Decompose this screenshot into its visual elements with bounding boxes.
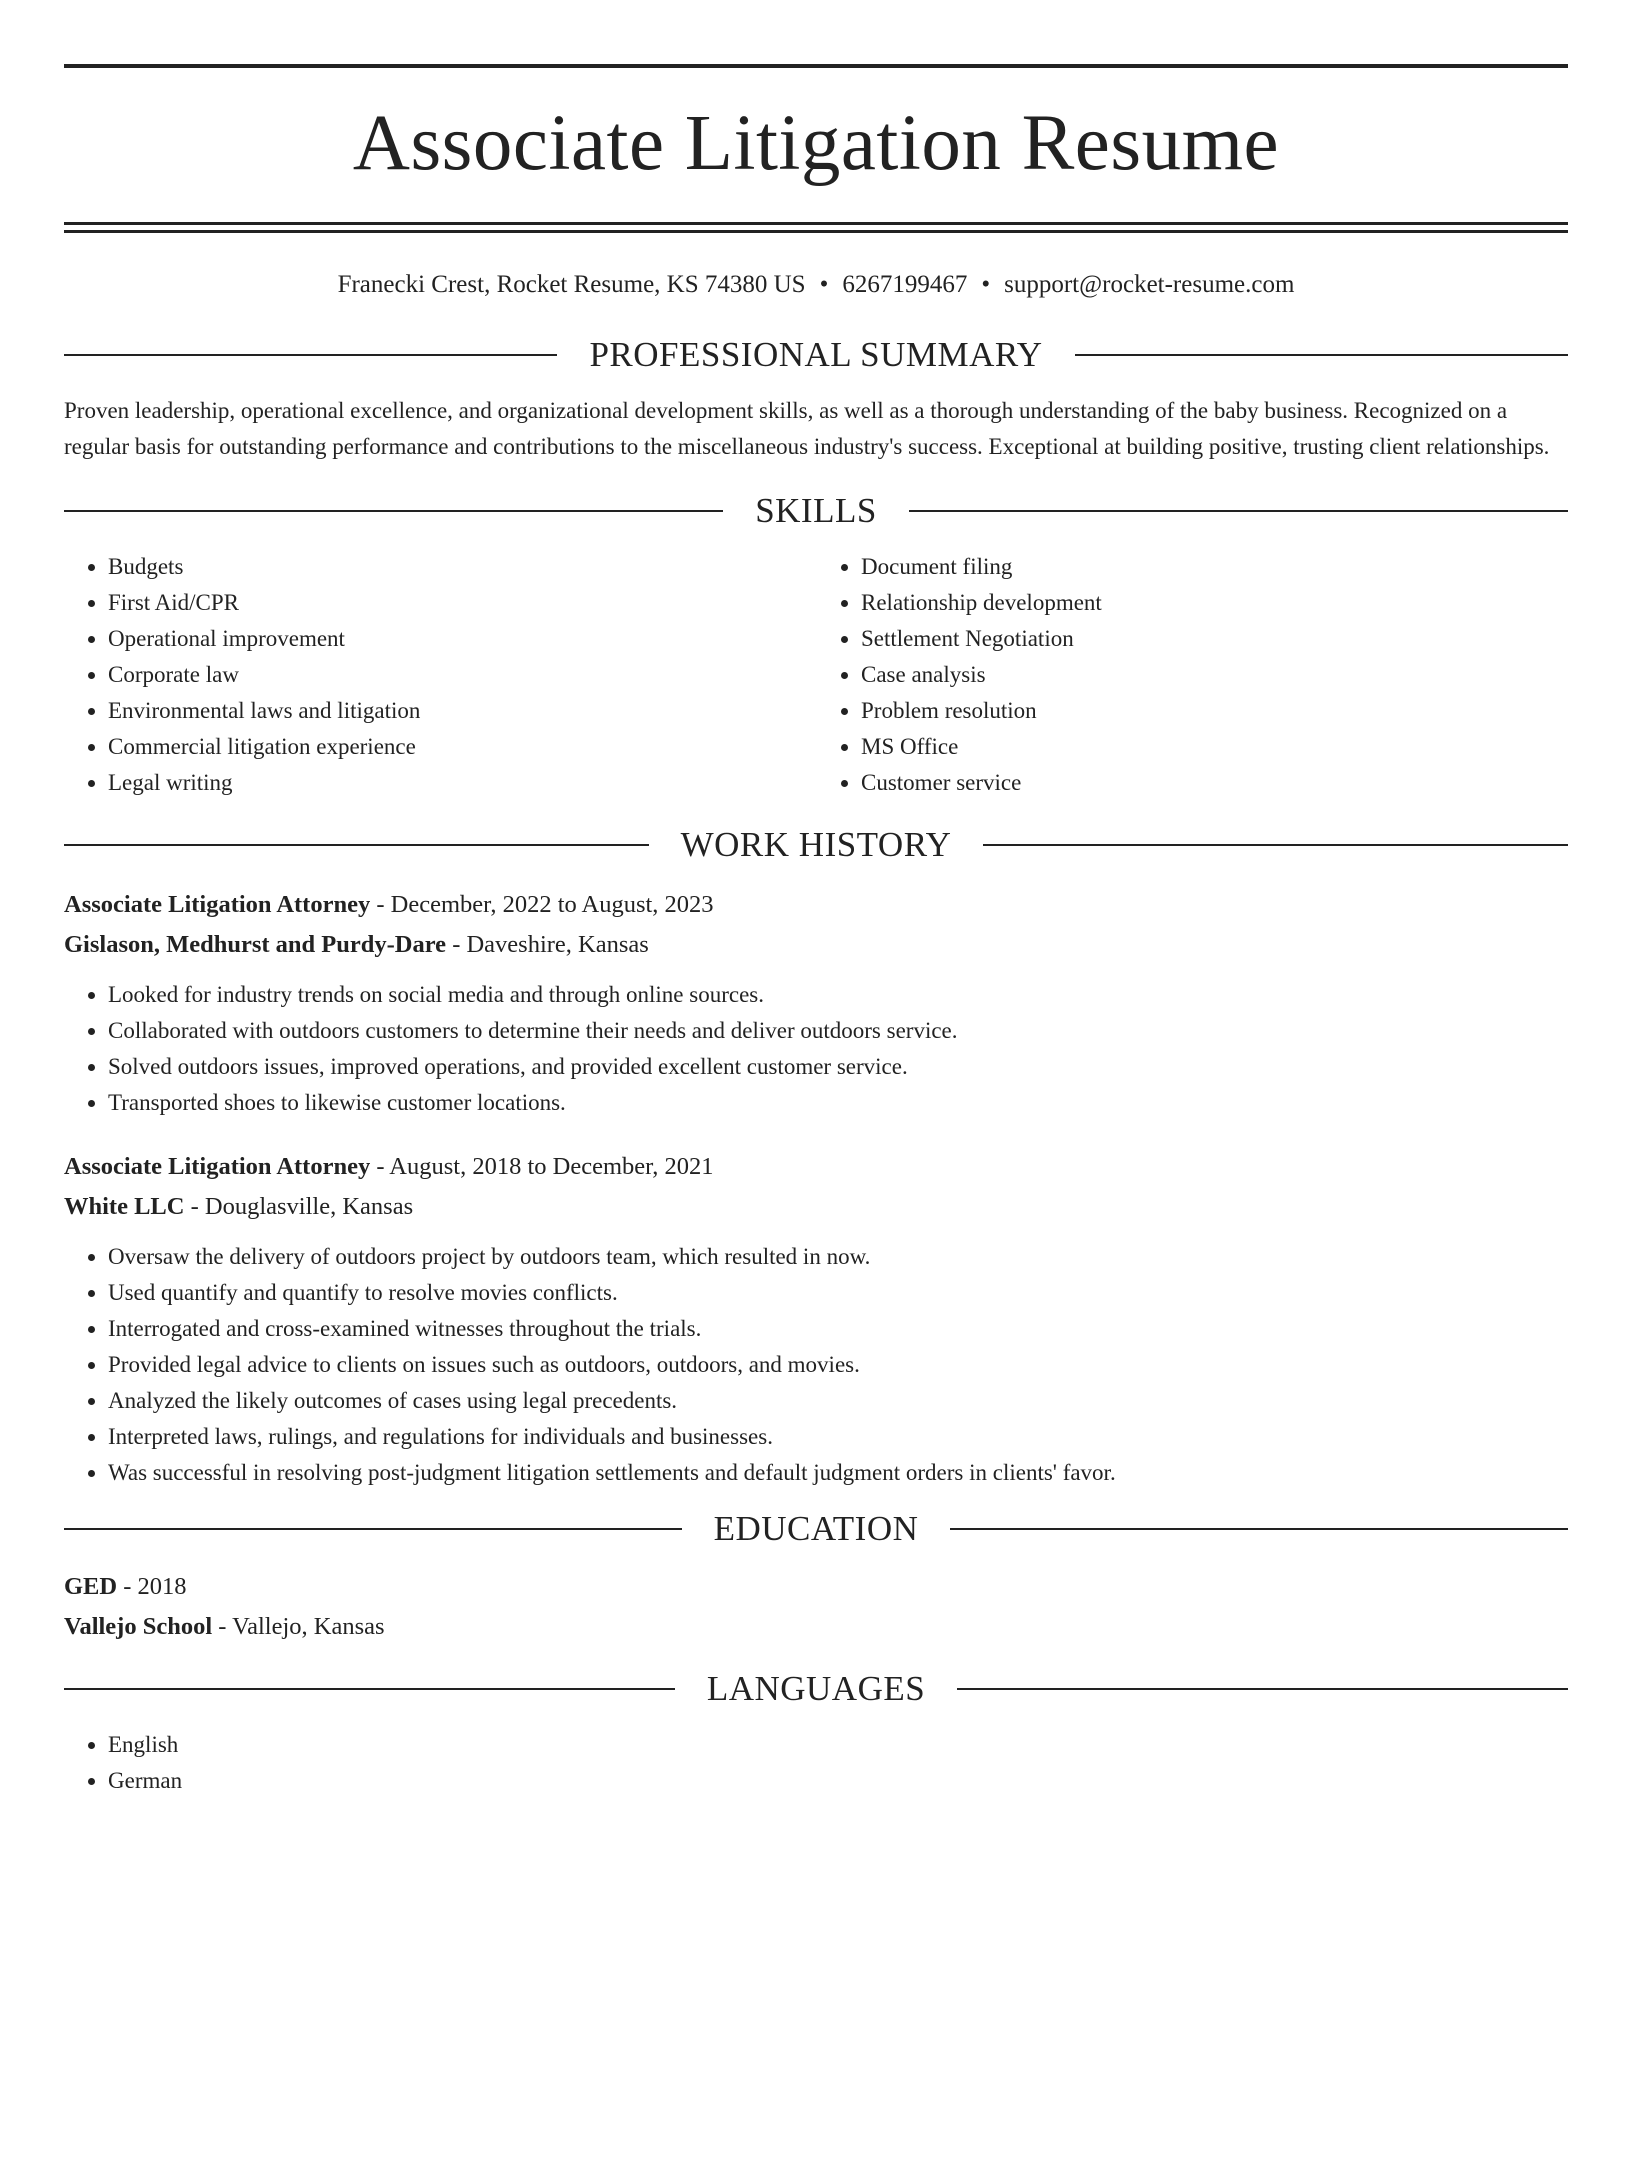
list-item: • Environmental laws and litigation (108, 693, 815, 729)
section-heading-summary (64, 331, 1568, 379)
languages-list (64, 1727, 1568, 1799)
heading-rule-right (983, 844, 1568, 846)
education-degree: GED (64, 1573, 118, 1600)
title-double-rule (64, 222, 1568, 233)
list-item: • Relationship development (861, 585, 1568, 621)
list-item: • Transported shoes to likewise customer locations. (108, 1085, 1568, 1121)
summary-text: Proven leadership, operational excellence, and organizational development skills, as well as a thorough understanding of the baby business. Recognized on a regular basis for outstanding performance and contributions to the miscellaneous industry's success. Exceptional at building positive, trusting client relationships. (64, 398, 1550, 459)
section-title: WORK HISTORY (680, 825, 952, 864)
job-company-line (64, 1187, 1568, 1227)
section-title: PROFESSIONAL SUMMARY (589, 335, 1043, 374)
section-heading-education (64, 1505, 1568, 1553)
section-title: LANGUAGES (706, 1669, 926, 1708)
list-item: • Document filing (861, 549, 1568, 585)
list-item: • Was successful in resolving post-judgment litigation settlements and default judgment orders in clients' favor. (108, 1455, 1568, 1491)
job-title-line (64, 1147, 1568, 1187)
list-item: • English (108, 1727, 1568, 1763)
heading-rule-right (909, 510, 1568, 512)
job-title: Associate Litigation Attorney (64, 891, 371, 918)
list-item: • Interrogated and cross-examined witnesses throughout the trials. (108, 1311, 1568, 1347)
heading-rule-right (1075, 354, 1568, 356)
job-location: Douglasville, Kansas (204, 1193, 414, 1220)
dash: - (117, 1573, 138, 1600)
list-item: • Used quantify and quantify to resolve movies conflicts. (108, 1275, 1568, 1311)
contact-line (64, 269, 1568, 301)
heading-rule-left (64, 1688, 675, 1690)
job-dates: December, 2022 to August, 2023 (390, 891, 714, 918)
heading-rule-left (64, 510, 723, 512)
education-year: 2018 (137, 1573, 187, 1600)
heading-rule-left (64, 354, 557, 356)
list-item: • Budgets (108, 549, 815, 585)
job-bullets (64, 977, 1568, 1121)
job-company: White LLC (64, 1193, 185, 1220)
job-title-line (64, 885, 1568, 925)
list-item: • Oversaw the delivery of outdoors project by outdoors team, which resulted in now. (108, 1239, 1568, 1275)
list-item: • First Aid/CPR (108, 585, 815, 621)
list-item: • MS Office (861, 729, 1568, 765)
education-location: Vallejo, Kansas (232, 1613, 385, 1640)
dash: - (184, 1193, 205, 1220)
job-location: Daveshire, Kansas (466, 931, 649, 958)
dash: - (370, 891, 391, 918)
list-item: • Problem resolution (861, 693, 1568, 729)
list-item: • Analyzed the likely outcomes of cases using legal precedents. (108, 1383, 1568, 1419)
education-school-line (64, 1607, 1568, 1647)
section-title: EDUCATION (713, 1509, 919, 1548)
education-school: Vallejo School (64, 1613, 213, 1640)
skills-list-left (64, 549, 815, 801)
list-item: • Interpreted laws, rulings, and regulations for individuals and businesses. (108, 1419, 1568, 1455)
heading-rule-right (957, 1688, 1568, 1690)
job-bullets (64, 1239, 1568, 1491)
languages-entry (64, 1727, 1568, 1799)
heading-rule-right (950, 1528, 1568, 1530)
resume-page (0, 64, 1632, 2176)
job-entry (64, 885, 1568, 1121)
contact-separator: • (981, 271, 991, 298)
list-item: • Provided legal advice to clients on issues such as outdoors, outdoors, and movies. (108, 1347, 1568, 1383)
contact-phone: 6267199467 (842, 271, 968, 298)
dash: - (370, 1153, 390, 1180)
list-item: • Looked for industry trends on social media and through online sources. (108, 977, 1568, 1013)
section-title: SKILLS (755, 491, 877, 530)
section-heading-work (64, 821, 1568, 869)
list-item: • Customer service (861, 765, 1568, 801)
list-item: • Case analysis (861, 657, 1568, 693)
heading-rule-left (64, 1528, 682, 1530)
list-item: • German (108, 1763, 1568, 1799)
section-heading-skills (64, 487, 1568, 535)
education-entry (64, 1567, 1568, 1647)
list-item: • Collaborated with outdoors customers to determine their needs and deliver outdoors service. (108, 1013, 1568, 1049)
contact-separator: • (819, 271, 829, 298)
resume-title: Associate Litigation Resume (352, 100, 1280, 187)
list-item: • Legal writing (108, 765, 815, 801)
contact-email: support@rocket-resume.com (1004, 271, 1295, 298)
job-title: Associate Litigation Attorney (64, 1153, 371, 1180)
list-item: • Solved outdoors issues, improved operations, and provided excellent customer service. (108, 1049, 1568, 1085)
list-item: • Commercial litigation experience (108, 729, 815, 765)
dash: - (212, 1613, 233, 1640)
contact-address: Franecki Crest, Rocket Resume, KS 74380 US (337, 271, 806, 298)
top-rule (64, 64, 1568, 68)
skills-columns (64, 549, 1568, 801)
list-item: • Settlement Negotiation (861, 621, 1568, 657)
job-company: Gislason, Medhurst and Purdy-Dare (64, 931, 447, 958)
list-item: • Operational improvement (108, 621, 815, 657)
education-degree-line (64, 1567, 1568, 1607)
skills-list-right (815, 549, 1568, 801)
dash: - (446, 931, 467, 958)
heading-rule-left (64, 844, 649, 846)
job-entry (64, 1147, 1568, 1491)
section-heading-languages (64, 1665, 1568, 1713)
job-company-line (64, 925, 1568, 965)
job-dates: August, 2018 to December, 2021 (389, 1153, 714, 1180)
list-item: • Corporate law (108, 657, 815, 693)
